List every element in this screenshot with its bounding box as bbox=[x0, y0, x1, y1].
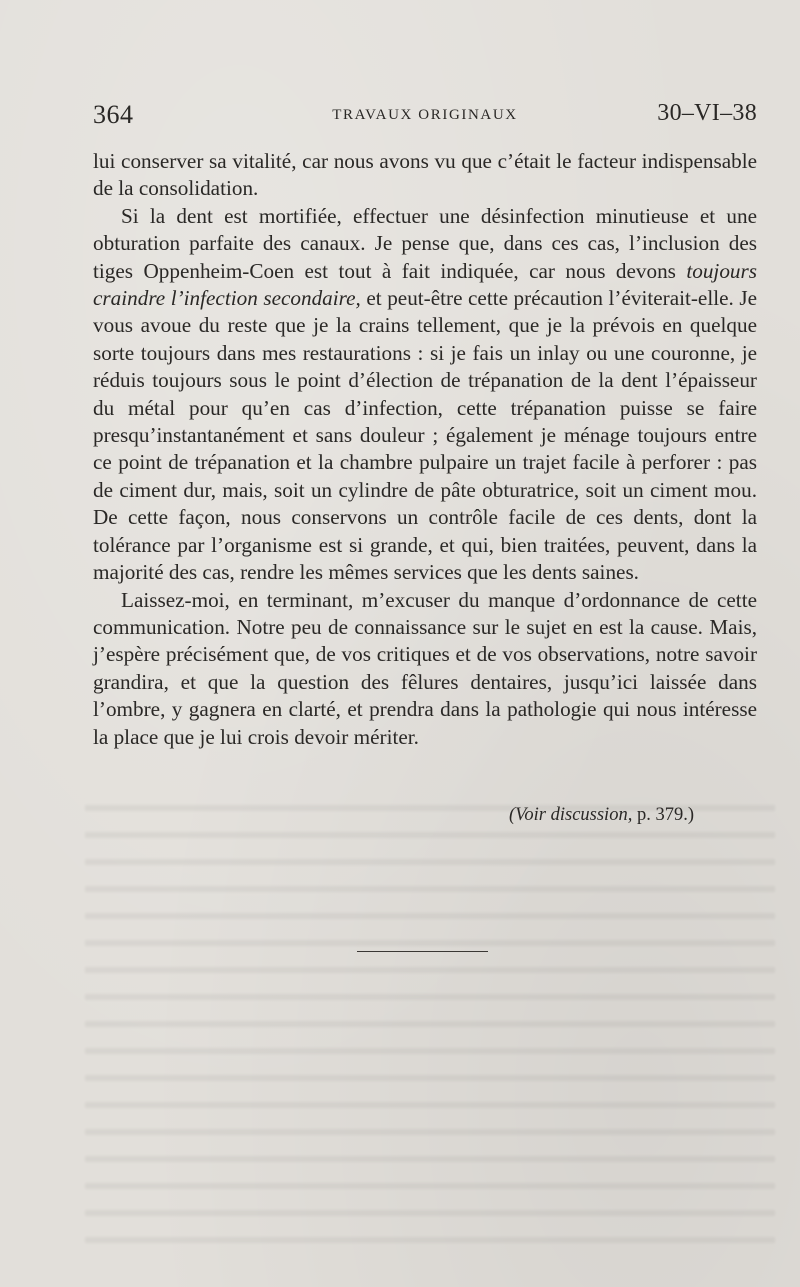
end-of-article-rule bbox=[357, 951, 488, 952]
paragraph-continuation: lui conserver sa vitalité, car nous avons vu que c’était le facteur indispensable de la consolidation. bbox=[93, 149, 757, 201]
note-open-paren: ( bbox=[508, 805, 516, 825]
page-header bbox=[93, 96, 757, 132]
paragraph-text-start: Si la dent est mortifiée, effectuer une désinfection minutieuse et une obturation parfaite des canaux. Je pense que, dans ces cas, l’inclusion des tiges Oppenheim-Coen est tout à fait indiquée, car nous devons bbox=[93, 203, 757, 283]
note-page-ref: p. 379.) bbox=[632, 805, 694, 825]
issue-date: 30–VI–38 bbox=[657, 100, 757, 126]
paragraph-conclusion: Laissez-moi, en terminant, m’excuser du manque d’ordonnance de cette communication. Notre peu de connaissance sur le sujet en est la cause. Mais, j’espère précisément que, de vos critiques et de vos observations, notre savoir grandira, et que la question des fêlures dentaires, jusqu’ici laissée dans l’ombre, y gagnera en clarté, et prendra dans la pathologie qui nous intéresse la place que je lui crois devoir mériter. bbox=[93, 587, 757, 749]
page-number: 364 bbox=[93, 100, 134, 129]
article-body bbox=[93, 148, 757, 751]
discussion-reference bbox=[509, 805, 694, 826]
italic-emphasis: toujours craindre l’infection secondaire, bbox=[93, 258, 757, 311]
running-title: TRAVAUX ORIGINAUX bbox=[332, 107, 518, 123]
paragraph-text-end: et peut-être cette précaution l’éviterait-elle. Je vous avoue du reste que je la crains tellement, que je la prévois en quelque sorte toujours dans mes restaurations : si je fais un inlay ou une couronne, je réduis toujours sous le point d’élection de trépanation de la dent l’épaisseur du métal pour qu’en cas d’infection, cette trépanation puisse se faire presqu’instantanément et sans douleur ; également je ménage toujours entre ce point de trépanation et la chambre pulpaire un trajet facile à perforer : pas de ciment dur, mais, soit un cylindre de pâte obturatrice, soit un ciment mou. De cette façon, nous conservons un contrôle facile de ces dents, dont la tolérance par l’organisme est si grande, et qui, bien traitées, peuvent, dans la majorité des cas, rendre les mêmes services que les dents saines. bbox=[93, 286, 757, 585]
paragraph-mortified-tooth bbox=[93, 203, 757, 587]
note-text: Voir discussion, bbox=[515, 805, 633, 825]
show-through-from-reverse-page bbox=[85, 805, 775, 1245]
